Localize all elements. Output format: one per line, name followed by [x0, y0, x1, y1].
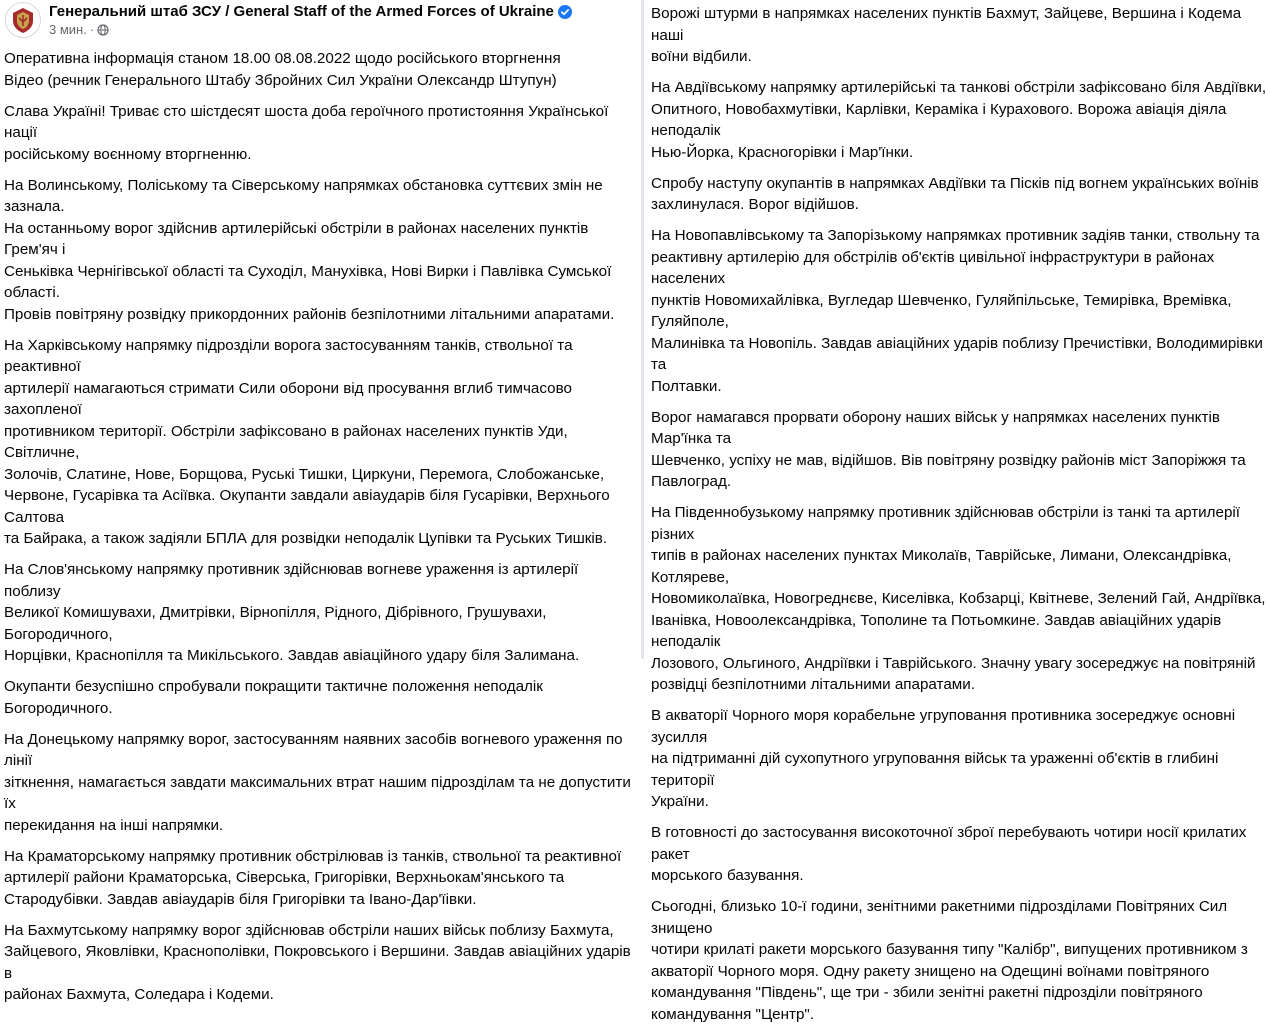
paragraph-line: Великої Комишувахи, Дмитрівки, Вірнопілля, Рідного, Дібрівного, Грушувахи, Богородичного, — [4, 604, 547, 643]
paragraph-line: чотири крилаті ракети морського базування типу "Калібр", випущених противником з — [651, 941, 1248, 958]
paragraph-line: На Новопавлівському та Запорізькому напрямках противник задіяв танки, ствольну та — [651, 227, 1260, 244]
post-header — [4, 0, 633, 48]
paragraph-line: Спробу наступу окупантів в напрямках Авдіївки та Пісків під вогнем українських воїнів — [651, 174, 1259, 192]
paragraph-line: Ворог намагався прорвати оборону наших військ у напрямках населених пунктів Мар'їнка та — [651, 408, 1220, 447]
post-timestamp[interactable]: 3 мин. — [49, 22, 87, 37]
paragraph-line: Норцівки, Краснопілля та Микільського. Завдав авіаційного удару біля Залимана. — [4, 647, 580, 664]
post-paragraph — [4, 48, 633, 91]
post-paragraph — [651, 822, 1272, 887]
post-column-right — [644, 0, 1280, 1023]
post-paragraph — [4, 676, 633, 719]
paragraph-line: акваторії Чорного моря. Одну ракету знищено на Одещині воїнами повітряного — [651, 962, 1210, 980]
paragraph-line: На Донецькому напрямку ворог, застосуванням наявних засобів вогневого ураження по лінії — [4, 730, 623, 769]
verified-badge-icon — [558, 5, 572, 19]
paragraph-line: розвідці безпілотними літальними апаратами. — [651, 676, 975, 693]
post-paragraph — [4, 101, 633, 166]
paragraph-line: На Волинському, Поліському та Сіверському напрямках обстановка суттєвих змін не зазнала. — [4, 176, 603, 215]
paragraph-line: Сьогодні, близько 10-ї години, зенітними ракетними підрозділами Повітряних Сил знищено — [651, 898, 1228, 937]
post-text-right — [651, 3, 1272, 1025]
paragraph-line: Шевченко, успіху не мав, відійшов. Вів повітряну розвідку районів міст Запоріжжя та — [651, 451, 1246, 469]
paragraph-line: Новомиколаївка, Новогреднєве, Киселівка, Кобзарці, Квітневе, Зелений Гай, Андріївка, — [651, 590, 1266, 607]
paragraph-line: противником території. Обстріли зафіксовано в районах населених пунктів Уди, Світличне, — [4, 422, 568, 461]
meta-separator: · — [89, 22, 95, 37]
paragraph-line: Сеньківка Чернігівської області та Суходіл, Манухівка, Нові Вирки і Павлівка Сумської області. — [4, 262, 612, 301]
paragraph-line: Нью-Йорка, Красногорівки і Мар'їнки. — [651, 143, 914, 161]
paragraph-line: на підтриманні дій сухопутного угруповання військ та ураженні об'єктів в глибині території — [651, 750, 1219, 789]
paragraph-line: командування "Південь", ще три - збили зенітні ракетні підрозділи повітряного — [651, 984, 1203, 1001]
paragraph-line: Богородичного. — [4, 699, 113, 717]
paragraph-line: артилерії райони Краматорська, Сіверська, Григорівки, Верхньокам'янського та — [4, 869, 565, 886]
paragraph-line: Ворожі штурми в напрямках населених пунктів Бахмут, Зайцеве, Вершина і Кодема наші — [651, 5, 1242, 44]
post-paragraph — [4, 846, 633, 911]
post-paragraph — [4, 335, 633, 550]
paragraph-line: Павлоград. — [651, 473, 732, 490]
page-name-link[interactable] — [49, 2, 572, 22]
paragraph-line: На останньому ворог здійснив артилерійські обстріли в районах населених пунктів Грем'яч і — [4, 219, 589, 258]
paragraph-line: типів в районах населених пунктах Миколаїв, Таврійське, Лимани, Олександрівка, Котляреве, — [651, 547, 1232, 586]
post-column-left — [0, 0, 641, 1003]
paragraph-line: воїни відбили. — [651, 48, 752, 65]
paragraph-line: зіткнення, намагається завдати максимальних втрат нашим підрозділам та не допустити їх — [4, 773, 631, 812]
paragraph-line: морського базування. — [651, 867, 804, 884]
paragraph-line: На Краматорському напрямку противник обстрілював із танків, ствольної та реактивної — [4, 847, 622, 865]
post-paragraph — [651, 407, 1272, 493]
paragraph-line: командування "Центр". — [651, 1005, 815, 1023]
paragraph-line: Малинівка та Новопіль. Завдав авіаційних ударів поблизу Пречистівки, Володимирівки та — [651, 334, 1263, 373]
paragraph-line: пунктів Новомихайлівка, Вугледар Шевченко, Гуляйпільське, Темирівка, Времівка, Гуляйполе, — [651, 291, 1232, 330]
paragraph-line: російському воєнному вторгненню. — [4, 145, 252, 163]
paragraph-line: Червоне, Гусарівка та Асіївка. Окупанти завдали авіаударів біля Гусарівки, Верхнього Салтова — [4, 487, 610, 526]
paragraph-line: артилерії намагаються стримати Сили оборони від просування вглиб тимчасово захопленої — [4, 379, 572, 418]
paragraph-line: Золочів, Слатине, Нове, Борщова, Руські Тишки, Циркуни, Перемога, Слобожанське, — [4, 465, 605, 483]
paragraph-line: В акваторії Чорного моря корабельне угруповання противника зосереджує основні зусилля — [651, 707, 1236, 746]
paragraph-line: Полтавки. — [651, 377, 722, 395]
post-paragraph — [4, 920, 633, 1006]
post-paragraph — [651, 77, 1272, 163]
post-paragraph — [4, 175, 633, 326]
post-paragraph — [651, 173, 1272, 216]
paragraph-line: Провів повітряну розвідку прикордонних районів безпілотними літальними апаратами. — [4, 305, 615, 323]
paragraph-line: районах Бахмута, Соледара і Кодеми. — [4, 986, 274, 1003]
paragraph-line: Стародубівки. Завдав авіаударів біля Григорівки та Івано-Дар'їівки. — [4, 890, 477, 908]
paragraph-line: Лозового, Ольгиного, Андріївки і Таврійського. Значну увагу зосереджує на повітряній — [651, 654, 1256, 672]
paragraph-line: реактивну артилерію для обстрілів об'єктів цивільної інфраструктури в районах населених — [651, 248, 1215, 287]
paragraph-line: захлинулася. Ворог відійшов. — [651, 196, 859, 213]
paragraph-line: На Харківському напрямку підрозділи ворога застосуванням танків, ствольної та реактивної — [4, 336, 573, 375]
post-meta — [49, 22, 572, 38]
post-paragraph — [651, 502, 1272, 696]
paragraph-line: Опитного, Новобахмутівки, Карлівки, Кераміка і Курахового. Ворожа авіація діяла неподалік — [651, 100, 1227, 139]
paragraph-line: Оперативна інформація станом 18.00 08.08.2022 щодо російського вторгнення — [4, 50, 561, 67]
paragraph-line: перекидання на інші напрямки. — [4, 816, 224, 834]
paragraph-line: На Авдіївському напрямку артилерійські та танкові обстріли зафіксовано біля Авдіївки, — [651, 79, 1267, 96]
general-staff-emblem-icon[interactable] — [5, 2, 41, 38]
post-paragraph — [651, 225, 1272, 397]
paragraph-line: Відео (речник Генерального Штабу Збройних Сил України Олександр Штупун) — [4, 71, 557, 89]
paragraph-line: Зайцевого, Яковлівки, Краснополівки, Покровського і Вершини. Завдав авіаційних ударів в — [4, 943, 631, 982]
post-paragraph — [651, 896, 1272, 1025]
paragraph-line: На Бахмутському напрямку ворог здійснював обстріли наших військ поблизу Бахмута, — [4, 921, 614, 939]
post-paragraph — [651, 3, 1272, 68]
paragraph-line: На Слов'янському напрямку противник здійснював вогневе ураження із артилерії поблизу — [4, 561, 579, 600]
paragraph-line: України. — [651, 793, 709, 810]
post-paragraph — [4, 729, 633, 837]
globe-icon[interactable] — [97, 24, 109, 36]
paragraph-line: В готовності до застосування високоточної зброї перебувають чотири носії крилатих ракет — [651, 824, 1247, 863]
paragraph-line: Іванівка, Новоолександрівка, Тополине та Потьомкине. Завдав авіаційних ударів неподалік — [651, 611, 1222, 650]
paragraph-line: Слава Україні! Триває сто шістдесят шоста доба героїчного протистояння Української нації — [4, 102, 609, 141]
paragraph-line: На Південнобузькому напрямку противник здійснював обстріли із танкі та артилерії різних — [651, 504, 1241, 543]
paragraph-line: Окупанти безуспішно спробували покращити тактичне положення неподалік — [4, 678, 543, 695]
post-paragraph — [651, 705, 1272, 813]
post-text-left — [4, 48, 633, 1006]
page-name[interactable]: Генеральний штаб ЗСУ / General Staff of the Armed Forces of Ukraine — [49, 3, 554, 20]
paragraph-line: та Байрака, а також задіяли БПЛА для розвідки неподалік Цупівки та Руських Тишків. — [4, 530, 608, 547]
post-paragraph — [4, 559, 633, 667]
